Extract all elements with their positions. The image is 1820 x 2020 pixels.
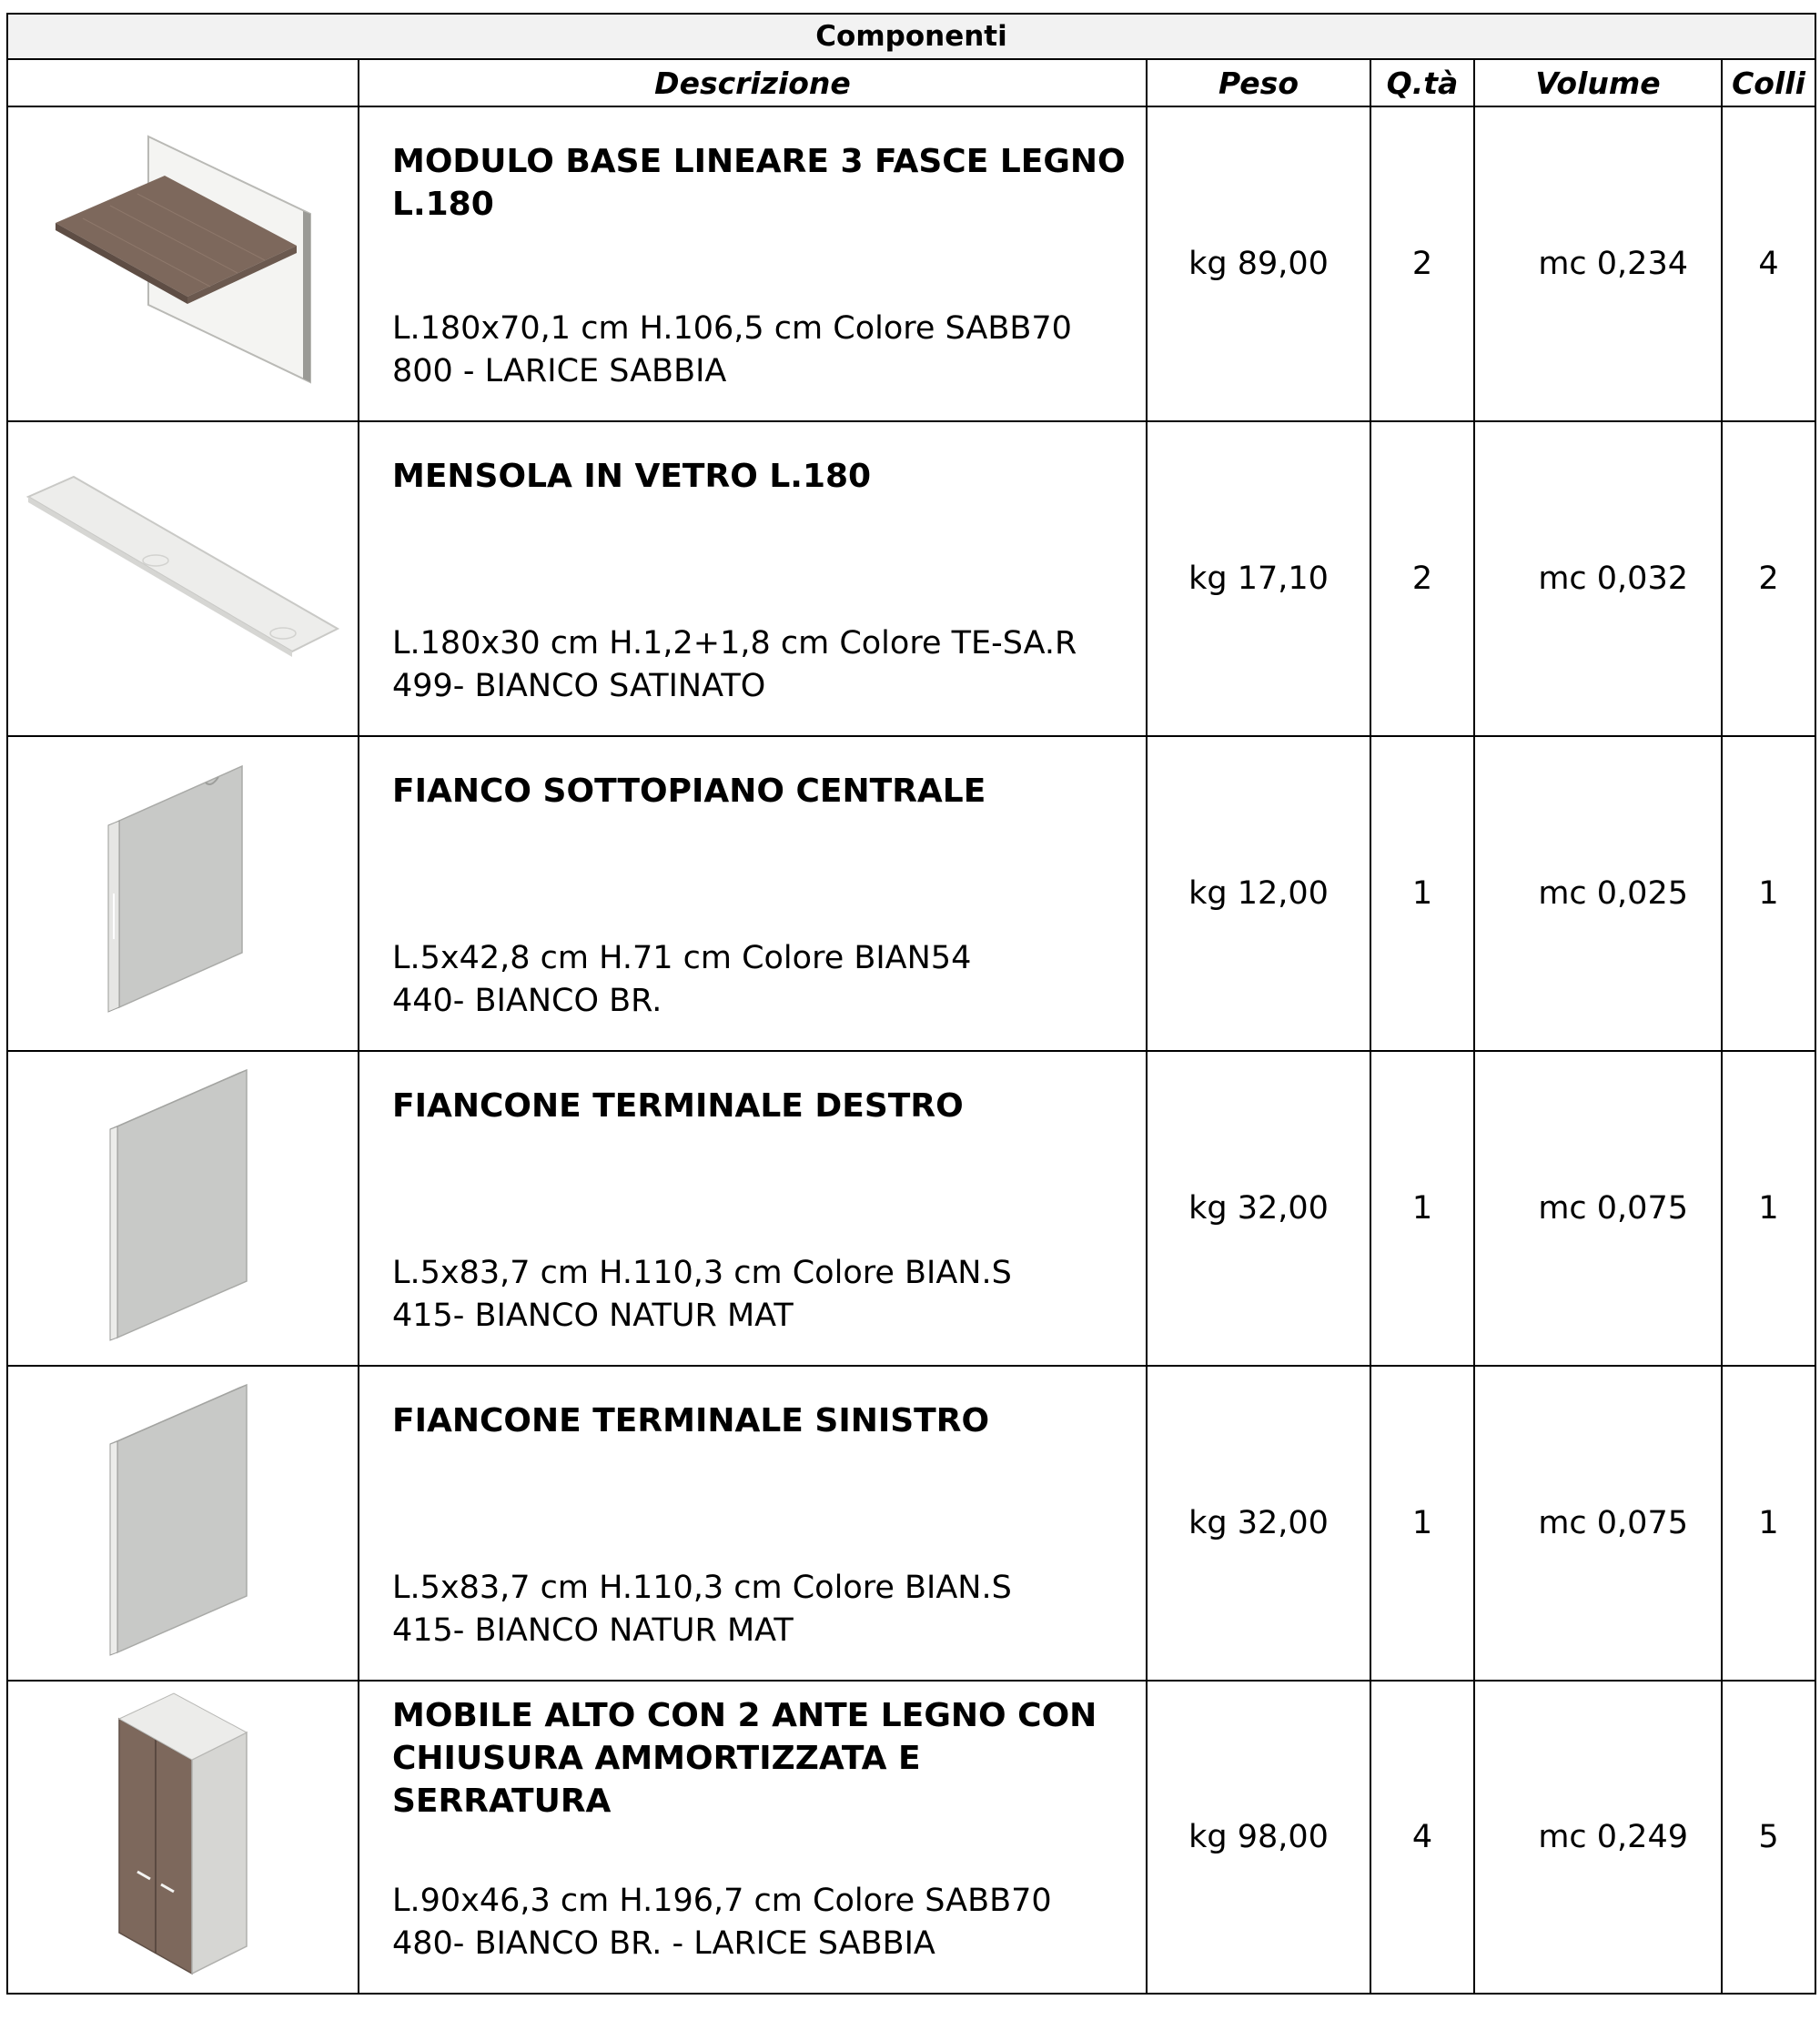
wood-base-module-icon: [28, 127, 338, 400]
item-finish: 800 - LARICE SABBIA: [392, 353, 727, 389]
item-peso: kg 17,10: [1147, 421, 1370, 736]
components-table: [6, 13, 1816, 1995]
item-dimensions: L.90x46,3 cm H.196,7 cm Colore SABB70: [392, 1883, 1052, 1919]
end-panel-left-icon: [92, 1378, 274, 1669]
item-colli: 1: [1722, 736, 1815, 1051]
item-image-cell: [7, 421, 359, 736]
table-header-row: [7, 59, 1815, 106]
item-dimensions: L.5x42,8 cm H.71 cm Colore BIAN54: [392, 940, 972, 976]
table-row: [7, 1051, 1815, 1366]
item-dimensions: L.180x70,1 cm H.106,5 cm Colore SABB70: [392, 310, 1072, 347]
item-dimensions: L.5x83,7 cm H.110,3 cm Colore BIAN.S: [392, 1255, 1012, 1291]
item-finish: 415- BIANCO NATUR MAT: [392, 1612, 794, 1649]
item-image-cell: [7, 106, 359, 421]
header-qta: Q.tà: [1370, 59, 1474, 106]
item-volume: mc 0,249: [1474, 1681, 1722, 1994]
item-volume: mc 0,025: [1474, 736, 1722, 1051]
item-peso: kg 98,00: [1147, 1681, 1370, 1994]
header-colli: Colli: [1722, 59, 1815, 106]
item-qta: 4: [1370, 1681, 1474, 1994]
item-volume: mc 0,234: [1474, 106, 1722, 421]
table-row: [7, 736, 1815, 1051]
item-qta: 1: [1370, 736, 1474, 1051]
item-peso: kg 32,00: [1147, 1366, 1370, 1681]
item-peso: kg 32,00: [1147, 1051, 1370, 1366]
item-title: FIANCONE TERMINALE SINISTRO: [392, 1402, 990, 1439]
item-image-cell: [7, 736, 359, 1051]
item-title: MOBILE ALTO CON 2 ANTE LEGNO CON CHIUSURA AMMORTIZZATA E SERRATURA: [392, 1697, 1097, 1820]
item-colli: 1: [1722, 1366, 1815, 1681]
item-finish: 440- BIANCO BR.: [392, 983, 662, 1019]
item-peso: kg 89,00: [1147, 106, 1370, 421]
item-title: FIANCO SOTTOPIANO CENTRALE: [392, 773, 986, 810]
header-volume: Volume: [1474, 59, 1722, 106]
item-title: MODULO BASE LINEARE 3 FASCE LEGNO L.180: [392, 143, 1126, 223]
item-qta: 2: [1370, 106, 1474, 421]
item-description-cell: [359, 1366, 1147, 1681]
header-peso: Peso: [1147, 59, 1370, 106]
glass-shelf-icon: [19, 460, 347, 697]
side-panel-icon: [92, 757, 274, 1030]
item-dimensions: L.5x83,7 cm H.110,3 cm Colore BIAN.S: [392, 1570, 1012, 1606]
item-colli: 2: [1722, 421, 1815, 736]
item-finish: 499- BIANCO SATINATO: [392, 668, 766, 704]
table-row: [7, 1366, 1815, 1681]
item-colli: 4: [1722, 106, 1815, 421]
header-image: [7, 59, 359, 106]
item-image-cell: [7, 1681, 359, 1994]
item-description-cell: [359, 736, 1147, 1051]
item-colli: 5: [1722, 1681, 1815, 1994]
item-description-cell: [359, 421, 1147, 736]
tall-cabinet-icon: [92, 1692, 274, 1983]
item-volume: mc 0,075: [1474, 1051, 1722, 1366]
item-description-cell: [359, 1681, 1147, 1994]
table-row: [7, 421, 1815, 736]
item-finish: 415- BIANCO NATUR MAT: [392, 1298, 794, 1334]
item-title: FIANCONE TERMINALE DESTRO: [392, 1087, 964, 1125]
table-title-row: [7, 14, 1815, 59]
item-qta: 1: [1370, 1051, 1474, 1366]
table-row: [7, 1681, 1815, 1994]
item-description-cell: [359, 1051, 1147, 1366]
table-row: [7, 106, 1815, 421]
table-title: Componenti: [7, 14, 1815, 59]
item-description-cell: [359, 106, 1147, 421]
header-descrizione: Descrizione: [359, 59, 1147, 106]
item-colli: 1: [1722, 1051, 1815, 1366]
item-qta: 2: [1370, 421, 1474, 736]
item-image-cell: [7, 1051, 359, 1366]
item-title: MENSOLA IN VETRO L.180: [392, 458, 872, 495]
item-volume: mc 0,032: [1474, 421, 1722, 736]
item-qta: 1: [1370, 1366, 1474, 1681]
item-peso: kg 12,00: [1147, 736, 1370, 1051]
end-panel-right-icon: [92, 1063, 274, 1354]
item-finish: 480- BIANCO BR. - LARICE SABBIA: [392, 1925, 935, 1962]
item-image-cell: [7, 1366, 359, 1681]
item-volume: mc 0,075: [1474, 1366, 1722, 1681]
item-dimensions: L.180x30 cm H.1,2+1,8 cm Colore TE-SA.R: [392, 625, 1077, 662]
